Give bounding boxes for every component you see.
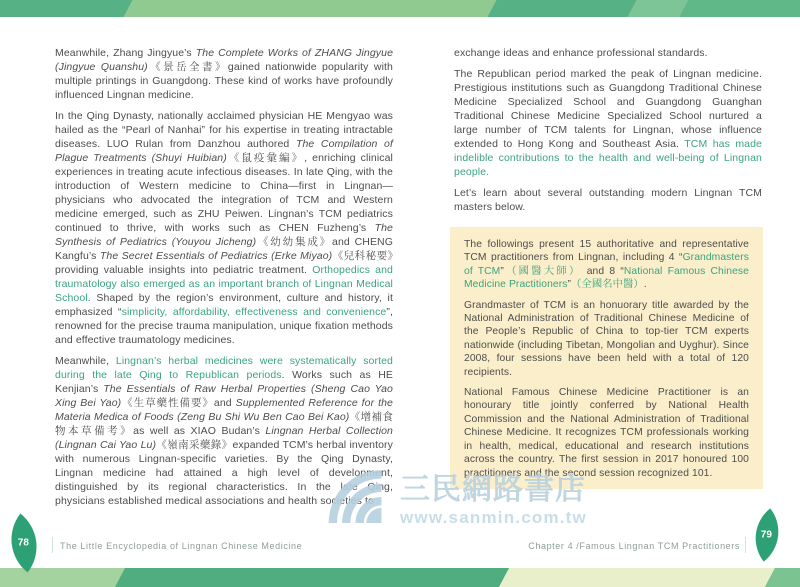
text-run: The Synthesis of Pediatrics (Youyou Jicheng) [55,222,393,248]
bottom-border-bar [0,568,800,587]
text-run: Lingnan’s herbal medicines were systematically sorted during the late Qing to Republican periods [55,355,393,381]
text-run: and 8 “ [581,265,624,277]
watermark-brand-text: 三民網路書店 [400,473,586,506]
bar-segment [677,0,800,17]
footer-divider [52,537,53,553]
text-run: Let’s learn about several outstanding modern Lingnan TCM masters below. [454,187,762,213]
text-run: Grandmaster of TCM is an honuorary title awarded by the National Administration of Traditional Chinese Medicine of the People’s Republic of China to top-tier TCM experts nationwide (including Tibetan, Mongolian and Uyghur). Since 2008, four sessions have been held with a total of 120 recipients. [464,299,749,378]
body-paragraph [55,354,393,508]
text-run: The Secret Essentials of Pediatrics (Erke Miyao) [99,250,333,262]
text-run: 《嶺南采藥錄》expanded TCM’s herbal inventory with numerous Lingnan-specific varieties. By the Qing Dynasty, Lingnan medicine had attained a high level of development, distinguished by its regional characteristics. In the late Qing, physicians established medical associations and health societies to [55,439,394,507]
body-paragraph [55,109,393,347]
page-number-right: 79 [761,529,773,541]
text-run: （全國名中醫） [571,279,644,291]
page-number-leaf-right [740,508,793,561]
book-title: The Little Encyclopedia of Lingnan Chinese Medicine [60,541,303,551]
text-run: 《幼幼集成》and CHENG Kangfu’s [55,236,393,262]
text-run: . Shaped by the region’s environment, culture and history, it emphasized “ [55,292,393,318]
text-run: . [643,279,647,291]
info-box-paragraph [464,386,749,480]
body-paragraph [454,46,762,60]
text-run: The Republican period marked the peak of Lingnan medicine. Prestigious institutions such as Guangdong Traditional Chinese Medicine Specialized School and Guangdong Guanghan Traditional Chinese Medicine Specialized School nurtured a large number of TCM talents for Lingnan, whose influence extended to Hong Kong and Southeast Asia. [454,68,762,150]
text-run: . Works such as HE Kenjian’s [55,369,393,395]
text-run: The Complete Works of ZHANG Jingyue (Jingyue Quanshu) [55,47,394,73]
top-border-bar [0,0,800,17]
text-run: exchange ideas and enhance professional standards. [454,47,708,59]
text-run: Supplemented Reference for the Materia Medica of Foods (Zeng Bu Shi Wu Ben Cao Bei Kao) [55,397,393,423]
bar-segment [0,568,127,587]
text-run: TCM has made indelible contributions to the health and well-being of Lingnan people. [454,138,762,178]
body-paragraph [55,46,393,102]
text-run: （國醫大師） [503,265,582,277]
body-paragraph [454,67,762,179]
body-paragraph [454,186,762,214]
footer-divider [745,537,746,553]
info-box-paragraph [464,299,749,379]
page-number-left: 78 [18,537,30,549]
bar-segment [121,0,498,17]
text-run: Meanwhile, [55,355,116,367]
right-page-text-column [454,46,762,221]
text-run: National Famous Chinese Medicine Practitioner is an honourary title jointly conferred by National Health Commission and the National Administration of Traditional Chinese Medicine. It recognizes TCM professionals working in health, medical, educational and research institutions across the country. The first session in 2017 honoured 100 practitioners and the second session recognized 101. [464,387,749,479]
text-run: ” [567,279,572,291]
text-run: Lingnan Herbal Collection (Lingnan Cai Yao Lu) [55,425,394,451]
chapter-title: Chapter 4 /Famous Lingnan TCM Practitioners [528,541,740,551]
bar-segment [497,568,777,587]
text-run: ” [500,265,504,277]
text-run: 《增補食物本草備考》as well as XIAO Budan’s [55,411,393,437]
text-run: Grandmasters of TCM [464,252,749,277]
text-run: National Famous Chinese Medicine Practitioners [464,265,750,291]
watermark-url-text: www.sanmin.com.tw [400,508,587,527]
text-run: 《景岳全書》gained nationwide popularity with multiple printings in Guangdong. These kind of works have profoundly influenced Lingnan medicine. [55,61,393,101]
text-run: 《兒科秘要》providing valuable insights into pediatric treatment. [55,250,393,276]
tcm-practitioners-info-box [450,227,763,489]
left-page-text-column [55,46,393,515]
text-run: 《鼠疫彙編》, enriching clinical experiences in treating acute infectious diseases. In late Qing, with the introduction of Western medicine to China—first in Lingnan—physicians who advocated the integration of TCM and Western medicine emerged, such as ZHU Peiwen. Lingnan’s TCM pediatrics continued to thrive, with works such as CHEN Fuzheng’s [55,152,393,234]
text-run: The followings present 15 authoritative and representative TCM practitioners from Lingnan, including 4 “ [464,239,749,264]
page-number-leaf-left [0,514,53,573]
text-run: 《生草藥性備要》and [121,397,236,409]
text-run: The Essentials of Raw Herbal Properties (Sheng Cao Yao Xing Bei Yao) [55,383,393,409]
text-run: simplicity, affordability, effectiveness and convenience [121,306,387,318]
text-run: Orthopedics and traumatology also emerged as an important branch of Lingnan Medical School [55,264,393,304]
text-run: In the Qing Dynasty, nationally acclaimed physician HE Mengyao was hailed as the “Pearl of Nanhai” for his expertise in treating intractable diseases. LUO Rulan from Danzhou authored [55,110,393,150]
info-box-paragraph [464,238,749,292]
text-run: The Compilation of Plague Treatments (Shuyi Huibian) [55,138,393,164]
text-run: Meanwhile, Zhang Jingyue’s [55,47,196,59]
text-run: ”, renowned for the precise trauma manipulation, unique fixation methods and effective traumatology medicines. [55,306,393,346]
